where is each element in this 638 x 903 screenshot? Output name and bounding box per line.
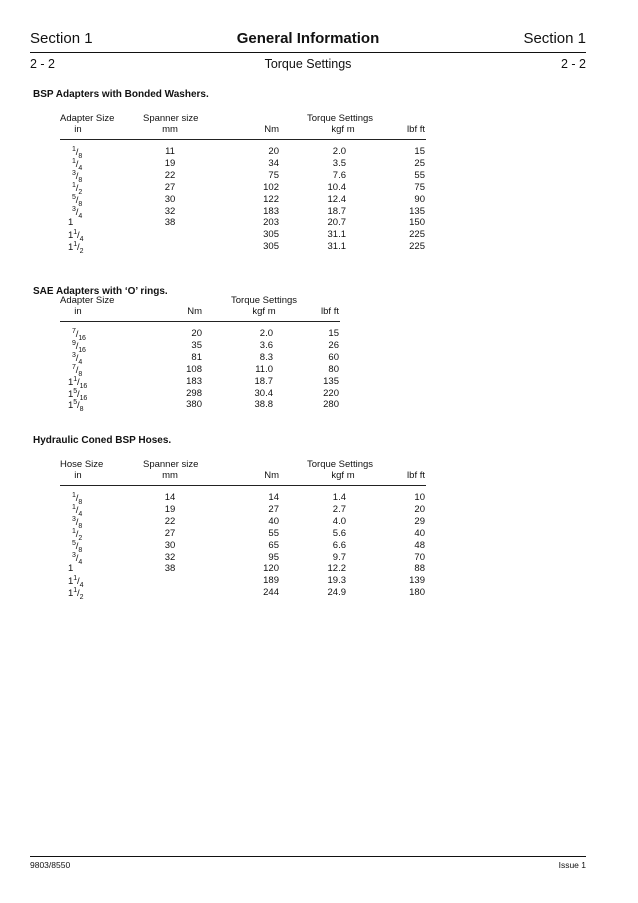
table-cell: 135 <box>323 375 339 387</box>
header-rule <box>30 52 586 53</box>
column-header: in <box>74 306 82 317</box>
table-cell: 60 <box>328 351 339 363</box>
table-cell: 20.7 <box>327 217 346 229</box>
table-cell: 27 <box>164 527 176 539</box>
issue-label: Issue 1 <box>558 860 586 870</box>
table-title-coned-hoses: Hydraulic Coned BSP Hoses. <box>33 435 172 446</box>
table-cell: 35 <box>191 339 202 351</box>
table-cell: 20 <box>414 503 425 515</box>
table-cell: 4.0 <box>332 515 346 527</box>
table-cell: $^5/_8$ <box>72 539 83 554</box>
page-number-left: 2 - 2 <box>30 57 56 71</box>
table-cell: 20 <box>191 328 202 339</box>
column-header: kgf m <box>252 306 276 317</box>
table-cell: $^3/_8$ <box>72 169 83 184</box>
header-separator <box>60 485 426 486</box>
table-cell: 244 <box>263 587 279 599</box>
table-cell: 80 <box>328 363 339 375</box>
column-group-header: Adapter Size <box>60 295 115 306</box>
table-cell: 55 <box>414 169 425 181</box>
page-subheader <box>30 57 586 75</box>
table-cell: 183 <box>186 375 202 387</box>
table-cell: 11.0 <box>255 363 273 375</box>
table-cell: 95 <box>268 551 279 563</box>
table-title-sae-adapters: SAE Adapters with ‘O’ rings. <box>33 286 168 297</box>
table-cell: 7.6 <box>332 169 346 181</box>
footer-rule <box>30 856 586 857</box>
table-cell: 88 <box>414 563 425 575</box>
table-cell: 18.7 <box>254 375 273 387</box>
table-cell: 3.6 <box>259 339 273 351</box>
table-cell: 225 <box>409 229 425 241</box>
table-cell: $^9/_{16}$ <box>72 339 86 354</box>
table-cell: 19 <box>164 157 176 169</box>
table-cell: 18.7 <box>327 205 346 217</box>
column-header: in <box>74 124 82 135</box>
table-cell: 32 <box>164 205 176 217</box>
table-cell: 20 <box>268 146 279 157</box>
table-cell: 30.4 <box>254 387 273 399</box>
table-cell: 2.0 <box>332 146 346 157</box>
table-cell: $^7/_8$ <box>72 363 83 378</box>
table-title-bsp-adapters: BSP Adapters with Bonded Washers. <box>33 89 209 100</box>
section-label-left: Section 1 <box>30 30 93 47</box>
column-group-header: Adapter Size <box>60 113 115 124</box>
table-cell: 40 <box>414 527 425 539</box>
table-cell: 6.6 <box>332 539 346 551</box>
header-separator <box>60 139 426 140</box>
table-cell: 1 <box>68 217 74 229</box>
column-header: kgf m <box>331 124 355 135</box>
table-cell: 27 <box>164 181 176 193</box>
table-cell: 150 <box>409 217 425 229</box>
table-cell: 10.4 <box>327 181 346 193</box>
column-group-header: Spanner size <box>143 459 199 470</box>
table-cell: 29 <box>414 515 425 527</box>
table-cell: 75 <box>268 169 279 181</box>
table-cell: 220 <box>323 387 339 399</box>
table-cell: $^3/_4$ <box>72 551 83 566</box>
table-cell: 31.1 <box>327 241 346 253</box>
table-cell: $1^1/_{16}$ <box>68 375 88 390</box>
table-cell: 14 <box>164 492 176 503</box>
table-cell: 1.4 <box>332 492 346 503</box>
table-cell: 48 <box>414 539 425 551</box>
table-cell: 26 <box>328 339 339 351</box>
table-cell: 55 <box>268 527 279 539</box>
table-cell: $1^1/_2$ <box>68 587 84 602</box>
header-separator <box>60 321 340 322</box>
table-cell: 65 <box>268 539 279 551</box>
table-cell: 135 <box>409 205 425 217</box>
column-header: Nm <box>264 124 279 135</box>
column-group-header: Torque Settings <box>306 113 374 124</box>
table-cell: 70 <box>414 551 425 563</box>
table-cell: 305 <box>263 241 279 253</box>
table-cell: 203 <box>263 217 279 229</box>
table-cell: 380 <box>186 399 202 411</box>
page-title: General Information <box>236 30 380 47</box>
table-cell: 122 <box>263 193 279 205</box>
table-cell: $1^1/_4$ <box>68 575 84 590</box>
table-cell: $^3/_8$ <box>72 515 83 530</box>
table-cell: 40 <box>268 515 279 527</box>
table-cell: $^1/_2$ <box>72 527 83 542</box>
table-cell: 32 <box>164 551 176 563</box>
column-header: Nm <box>187 306 202 317</box>
column-group-header: Torque Settings <box>230 295 298 306</box>
table-cell: 120 <box>263 563 279 575</box>
table-cell: 180 <box>409 587 425 599</box>
table-cell: 189 <box>263 575 279 587</box>
table-cell: 8.3 <box>259 351 273 363</box>
table-cell: 10 <box>414 492 425 503</box>
table-cell: 22 <box>164 515 176 527</box>
table-cell: 14 <box>268 492 279 503</box>
table-cell: 280 <box>323 399 339 411</box>
column-group-header: Torque Settings <box>306 459 374 470</box>
table-cell: 3.5 <box>332 157 346 169</box>
table-cell: 38.8 <box>254 399 273 411</box>
table-cell: 38 <box>164 217 176 229</box>
column-header: lbf ft <box>321 306 339 317</box>
table-cell: $1^5/_8$ <box>68 399 84 414</box>
page-number-right: 2 - 2 <box>560 57 586 71</box>
table-cell: $^7/_{16}$ <box>72 328 86 343</box>
table-cell: 81 <box>191 351 202 363</box>
table-cell: 19 <box>164 503 176 515</box>
table-cell: $1^1/_4$ <box>68 229 84 244</box>
table-cell: $^1/_2$ <box>72 181 83 196</box>
table-cell: 22 <box>164 169 176 181</box>
page-subtitle: Torque Settings <box>264 57 352 71</box>
column-header: lbf ft <box>407 124 425 135</box>
table-cell: 27 <box>268 503 279 515</box>
table-cell: 9.7 <box>332 551 346 563</box>
table-cell: 108 <box>186 363 202 375</box>
table-cell: 19.3 <box>327 575 346 587</box>
table-cell: 34 <box>268 157 279 169</box>
table-cell: 5.6 <box>332 527 346 539</box>
table-cell: $1^1/_2$ <box>68 241 84 256</box>
table-cell: 31.1 <box>327 229 346 241</box>
table-cell: 1 <box>68 563 74 575</box>
table-cell: $^5/_8$ <box>72 193 83 208</box>
table-cell: 225 <box>409 241 425 253</box>
section-label-right: Section 1 <box>523 30 586 47</box>
table-cell: 183 <box>263 205 279 217</box>
column-group-header: Hose Size <box>60 459 104 470</box>
table-cell: 15 <box>414 146 425 157</box>
table-cell: $^1/_8$ <box>72 146 83 161</box>
column-header: kgf m <box>331 470 355 481</box>
table-cell: 38 <box>164 563 176 575</box>
column-header: mm <box>162 124 178 135</box>
table-cell: 15 <box>328 328 339 339</box>
column-header: in <box>74 470 82 481</box>
column-header: lbf ft <box>407 470 425 481</box>
table-cell: 102 <box>263 181 279 193</box>
table-cell: $^1/_4$ <box>72 157 83 172</box>
table-cell: 30 <box>164 193 176 205</box>
document-number: 9803/8550 <box>30 860 71 870</box>
table-cell: 305 <box>263 229 279 241</box>
table-cell: 12.4 <box>327 193 346 205</box>
table-cell: 25 <box>414 157 425 169</box>
table-cell: $^3/_4$ <box>72 351 83 366</box>
table-cell: 30 <box>164 539 176 551</box>
table-cell: 139 <box>409 575 425 587</box>
table-cell: 2.0 <box>259 328 273 339</box>
column-group-header: Spanner size <box>143 113 199 124</box>
table-cell: $^1/_8$ <box>72 492 83 507</box>
table-cell: 11 <box>165 146 175 157</box>
column-header: mm <box>162 470 178 481</box>
column-header: Nm <box>264 470 279 481</box>
table-cell: $1^5/_{16}$ <box>68 387 88 402</box>
page-header <box>30 30 586 52</box>
table-cell: $^1/_4$ <box>72 503 83 518</box>
table-cell: 24.9 <box>327 587 346 599</box>
table-cell: $^3/_4$ <box>72 205 83 220</box>
table-cell: 90 <box>414 193 425 205</box>
table-cell: 2.7 <box>332 503 346 515</box>
table-cell: 12.2 <box>327 563 346 575</box>
table-cell: 75 <box>414 181 425 193</box>
table-cell: 298 <box>186 387 202 399</box>
